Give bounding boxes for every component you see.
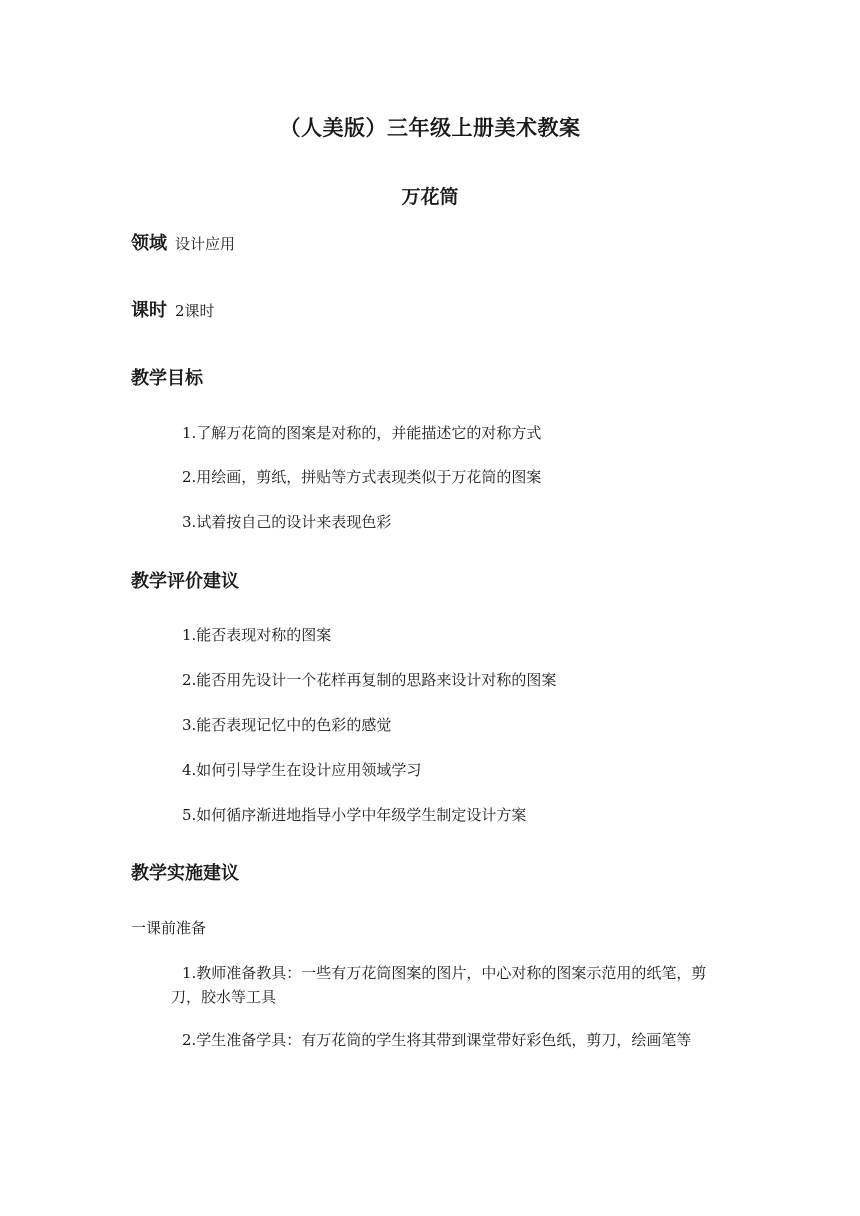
lesson-title: 万花筒 xyxy=(401,186,459,208)
evaluation-item: 5.如何循序渐进地指导小学中年级学生制定设计方案 xyxy=(182,806,527,824)
implementation-heading: 教学实施建议 xyxy=(131,863,239,884)
domain-value: 设计应用 xyxy=(175,235,236,253)
period-value: 2课时 xyxy=(175,302,215,320)
period-field xyxy=(131,296,215,322)
period-label: 课时 xyxy=(131,300,167,321)
paragraph: 1.教师准备教具：一些有万花筒图案的图片，中心对称的图案示范用的纸笔，剪刀，胶水等工具 xyxy=(171,964,707,1006)
section-label: 一课前准备 xyxy=(131,919,207,937)
domain-field xyxy=(131,229,235,255)
document-title: （人美版）三年级上册美术教案 xyxy=(279,116,581,140)
domain-label: 领域 xyxy=(131,233,167,254)
evaluation-heading: 教学评价建议 xyxy=(131,571,239,592)
objective-item: 2.用绘画，剪纸，拼贴等方式表现类似于万花筒的图案 xyxy=(182,468,542,486)
paragraph: 2.学生准备学具：有万花筒的学生将其带到课堂带好彩色纸，剪刀，绘画笔等 xyxy=(182,1031,692,1049)
evaluation-item: 4.如何引导学生在设计应用领域学习 xyxy=(182,761,422,779)
objective-item: 1.了解万花筒的图案是对称的，并能描述它的对称方式 xyxy=(182,424,542,442)
objective-item: 3.试着按自己的设计来表现色彩 xyxy=(182,513,392,531)
evaluation-item: 2.能否用先设计一个花样再复制的思路来设计对称的图案 xyxy=(182,671,557,689)
evaluation-item: 1.能否表现对称的图案 xyxy=(182,626,332,644)
evaluation-item: 3.能否表现记忆中的色彩的感觉 xyxy=(182,716,392,734)
objectives-heading: 教学目标 xyxy=(131,368,203,389)
